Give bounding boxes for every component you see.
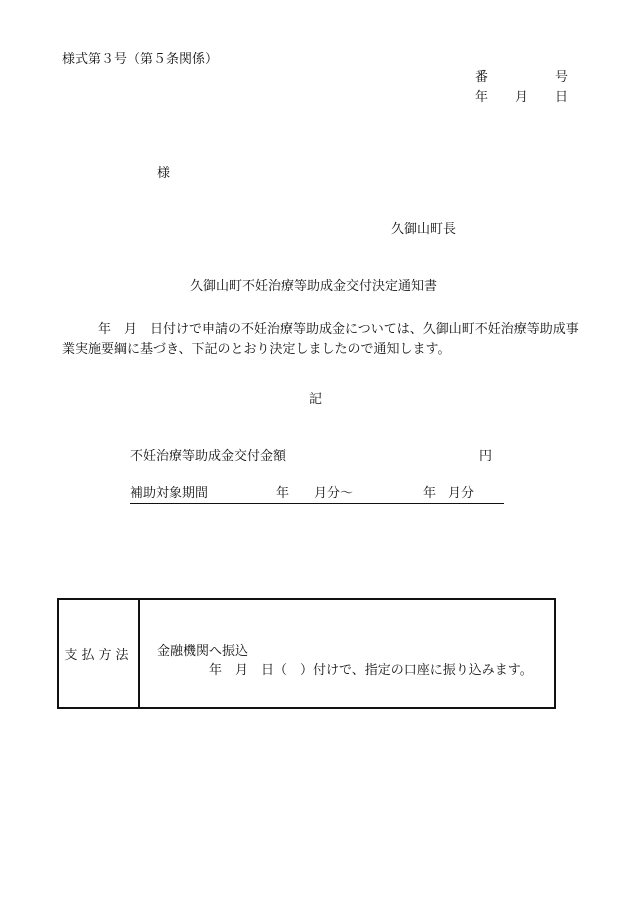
amount-label: 不妊治療等助成金交付金額 bbox=[130, 449, 287, 464]
payment-method-box bbox=[57, 598, 556, 709]
period-from-year: 年 bbox=[276, 486, 290, 501]
date-day: 日 bbox=[555, 90, 569, 105]
period-label: 補助対象期間 bbox=[130, 486, 209, 501]
period-to-year: 年 bbox=[423, 486, 437, 501]
amount-unit: 円 bbox=[479, 449, 493, 464]
ref-go: 号 bbox=[555, 70, 569, 85]
payment-method-value: 金融機関へ振込 bbox=[157, 644, 249, 659]
period-row bbox=[130, 486, 504, 504]
notice-body: 年 月 日付けで申請の不妊治療等助成金については、久御山町不妊治療等助成事業実施要綱に基づき、下記のとおり決定しましたので通知します。 bbox=[62, 322, 579, 357]
period-to-month: 月分 bbox=[448, 486, 475, 501]
payment-transfer-note: 年 月 日（ ）付けで、指定の口座に振り込みます。 bbox=[209, 663, 533, 678]
period-from-month: 月分〜 bbox=[314, 486, 354, 501]
date-year: 年 bbox=[475, 90, 489, 105]
form-number: 様式第３号（第５条関係） bbox=[62, 52, 219, 67]
ref-ban: 番 bbox=[475, 70, 489, 85]
issuer-name: 久御山町長 bbox=[391, 222, 457, 237]
document-title: 久御山町不妊治療等助成金交付決定通知書 bbox=[190, 279, 438, 294]
ki-heading: 記 bbox=[309, 392, 323, 407]
date-month: 月 bbox=[515, 90, 529, 105]
addressee-honorific: 様 bbox=[157, 166, 171, 181]
payment-method-heading: 支払方法 bbox=[59, 600, 140, 707]
